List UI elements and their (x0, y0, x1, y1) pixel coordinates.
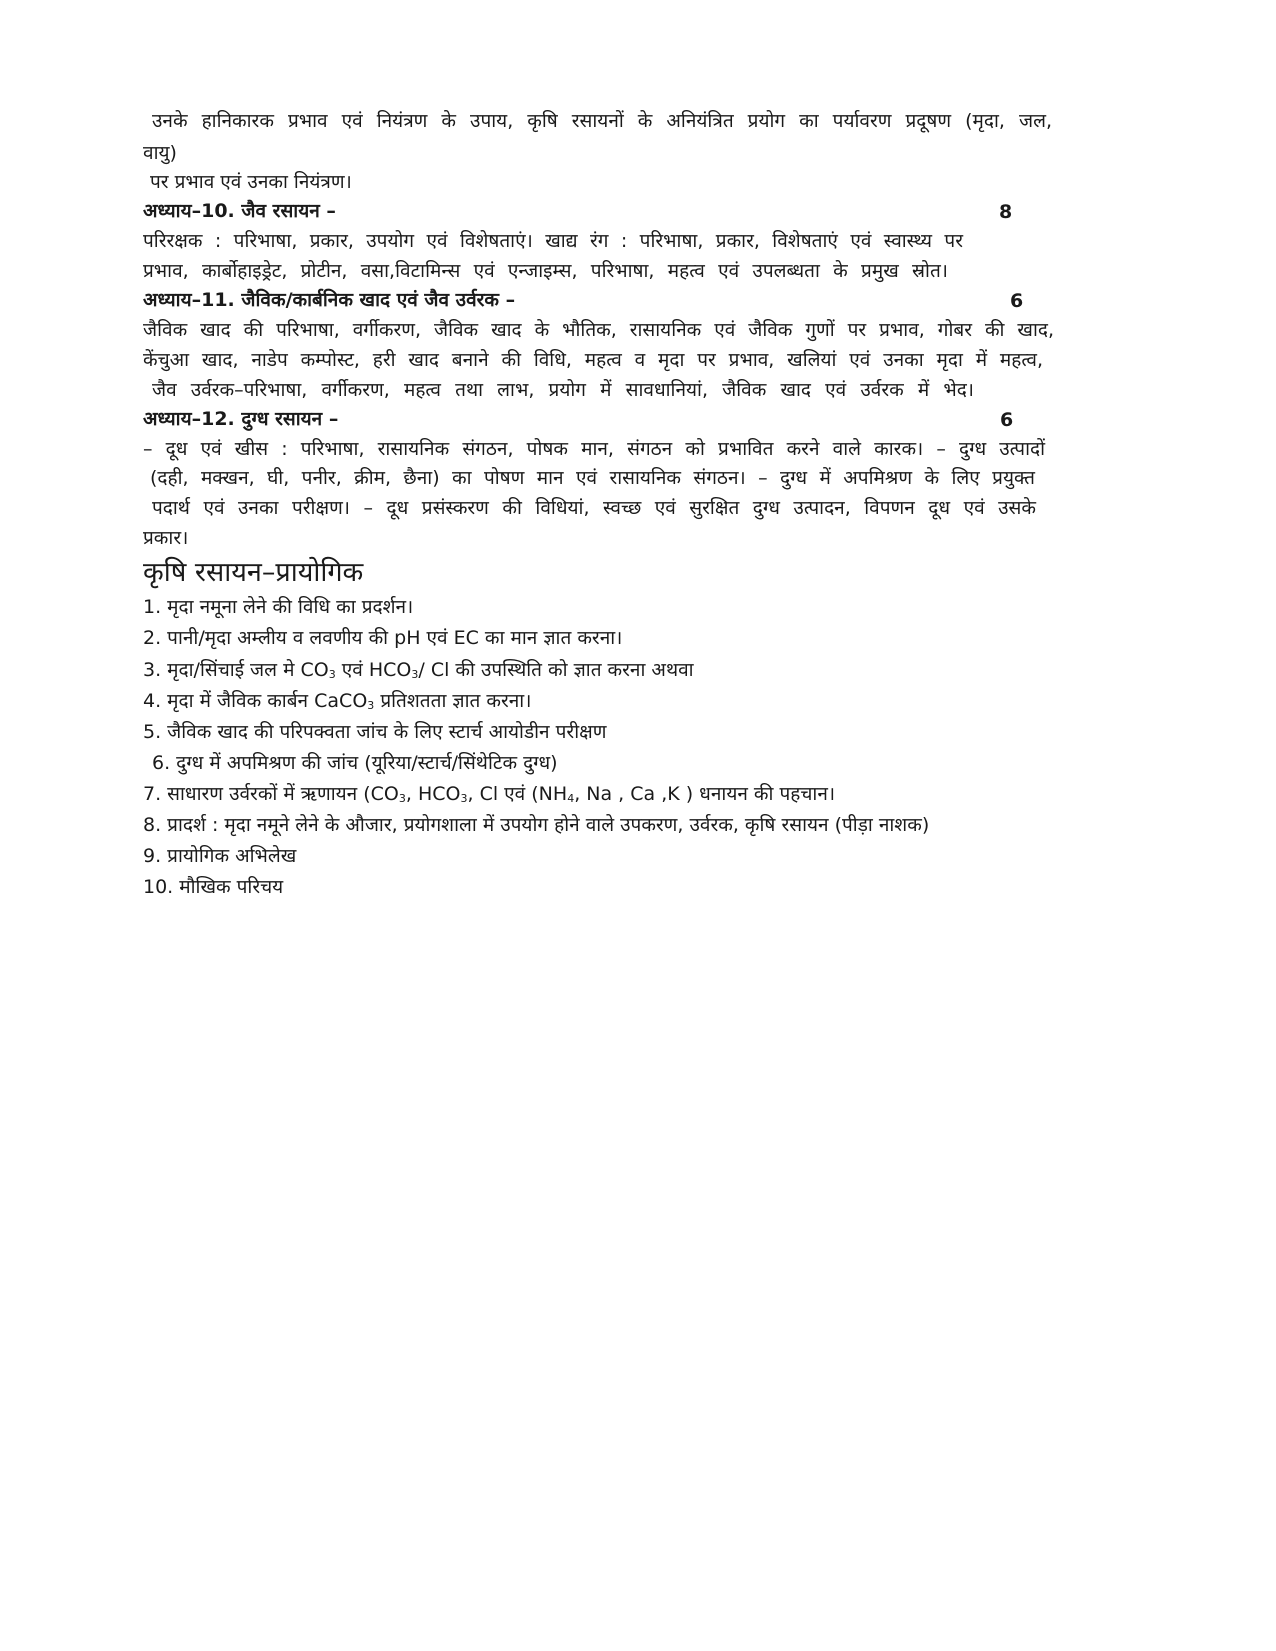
intro-line-2: वायु) (143, 142, 177, 164)
intro-line-1: उनके हानिकारक प्रभाव एवं नियंत्रण के उपाय, कृषि रसायनों के अनियंत्रित प्रयोग का पर्यावरण प्रदूषण (मृदा, जल, (152, 110, 1052, 132)
practical-item-3-part-c: / Cl की उपस्थिति को ज्ञात करना अथवा (418, 659, 694, 681)
subscript: 3 (398, 792, 406, 805)
subscript: 3 (411, 668, 419, 681)
practical-item-4 (143, 688, 531, 719)
practical-item-7 (143, 781, 835, 812)
chapter-11-marks: 6 (1010, 290, 1024, 312)
practical-item-7-part-a: 7. साधारण उर्वरकों में ऋणायन (CO (143, 783, 399, 805)
chapter-12-line-2: (दही, मक्खन, घी, पनीर, क्रीम, छैना) का पोषण मान एवं रासायनिक संगठन। – दुग्ध में अपमिश्रण के लिए प्रयुक्त (150, 467, 1035, 489)
chapter-10-line-1: परिरक्षक : परिभाषा, प्रकार, उपयोग एवं विशेषताएं। खाद्य रंग : परिभाषा, प्रकार, विशेषताएं एवं स्वास्थ्य पर (143, 230, 963, 252)
practical-title: कृषि रसायन–प्रायोगिक (143, 557, 364, 588)
chapter-11-heading: अध्याय–11. जैविक/कार्बनिक खाद एवं जैव उर्वरक – (143, 289, 516, 311)
subscript: 3 (460, 792, 468, 805)
chapter-10-line-2: प्रभाव, कार्बोहाइड्रेट, प्रोटीन, वसा,विटामिन्स एवं एन्जाइम्स, परिभाषा, महत्व एवं उपलब्धता के प्रमुख स्रोत। (143, 260, 948, 282)
chapter-12-line-3: पदार्थ एवं उनका परीक्षण। – दूध प्रसंस्करण की विधियां, स्वच्छ एवं सुरक्षित दुग्ध उत्पादन, विपणन दूध एवं उसके (152, 497, 1036, 519)
practical-item-7-part-c: , Cl एवं (NH (467, 783, 568, 805)
subscript: 4 (567, 792, 575, 805)
practical-item-5: 5. जैविक खाद की परिपक्वता जांच के लिए स्टार्च आयोडीन परीक्षण (143, 721, 607, 743)
chapter-11-line-1: जैविक खाद की परिभाषा, वर्गीकरण, जैविक खाद के भौतिक, रासायनिक एवं जैविक गुणों पर प्रभाव, गोबर की खाद, (143, 319, 1054, 341)
practical-item-3-part-a: 3. मृदा/सिंचाई जल मे CO (143, 659, 329, 681)
practical-item-3-part-b: एवं HCO (335, 659, 412, 681)
chapter-12-heading: अध्याय–12. दुग्ध रसायन – (143, 408, 339, 430)
practical-item-9: 9. प्रायोगिक अभिलेख (143, 845, 297, 867)
practical-item-4-part-a: 4. मृदा में जैविक कार्बन CaCO (143, 690, 368, 712)
practical-item-4-part-b: प्रतिशतता ज्ञात करना। (374, 690, 532, 712)
chapter-12-line-4: प्रकार। (143, 527, 189, 549)
subscript: 3 (328, 668, 336, 681)
subscript: 3 (367, 699, 375, 712)
practical-item-3 (143, 657, 694, 688)
practical-item-8: 8. प्रादर्श : मृदा नमूने लेने के औजार, प्रयोगशाला में उपयोग होने वाले उपकरण, उर्वरक, कृषि रसायन (पीड़ा नाशक) (143, 814, 930, 836)
chapter-12-marks: 6 (1000, 409, 1014, 431)
chapter-12-line-1: – दूध एवं खीस : परिभाषा, रासायनिक संगठन, पोषक मान, संगठन को प्रभावित करने वाले कारक। – दुग्ध उत्पादों (143, 438, 1045, 460)
practical-item-7-part-b: , HCO (405, 783, 461, 805)
intro-line-3: पर प्रभाव एवं उनका नियंत्रण। (150, 171, 352, 193)
chapter-11-line-2: केंचुआ खाद, नाडेप कम्पोस्ट, हरी खाद बनाने की विधि, महत्व व मृदा पर प्रभाव, खलियां एवं उनका मृदा में महत्व, (143, 349, 1043, 371)
practical-item-2: 2. पानी/मृदा अम्लीय व लवणीय की pH एवं EC का मान ज्ञात करना। (143, 627, 623, 649)
practical-item-10: 10. मौखिक परिचय (143, 876, 284, 898)
chapter-11-line-3: जैव उर्वरक–परिभाषा, वर्गीकरण, महत्व तथा लाभ, प्रयोग में सावधानियां, जैविक खाद एवं उर्वरक में भेद। (152, 379, 974, 401)
practical-item-7-part-d: , Na , Ca ,K ) धनायन की पहचान। (574, 783, 836, 805)
practical-item-1: 1. मृदा नमूना लेने की विधि का प्रदर्शन। (143, 596, 414, 618)
chapter-10-heading: अध्याय–10. जैव रसायन – (143, 200, 336, 222)
practical-item-6: 6. दुग्ध में अपमिश्रण की जांच (यूरिया/स्टार्च/सिंथेटिक दुग्ध) (152, 752, 558, 774)
chapter-10-marks: 8 (999, 201, 1013, 223)
